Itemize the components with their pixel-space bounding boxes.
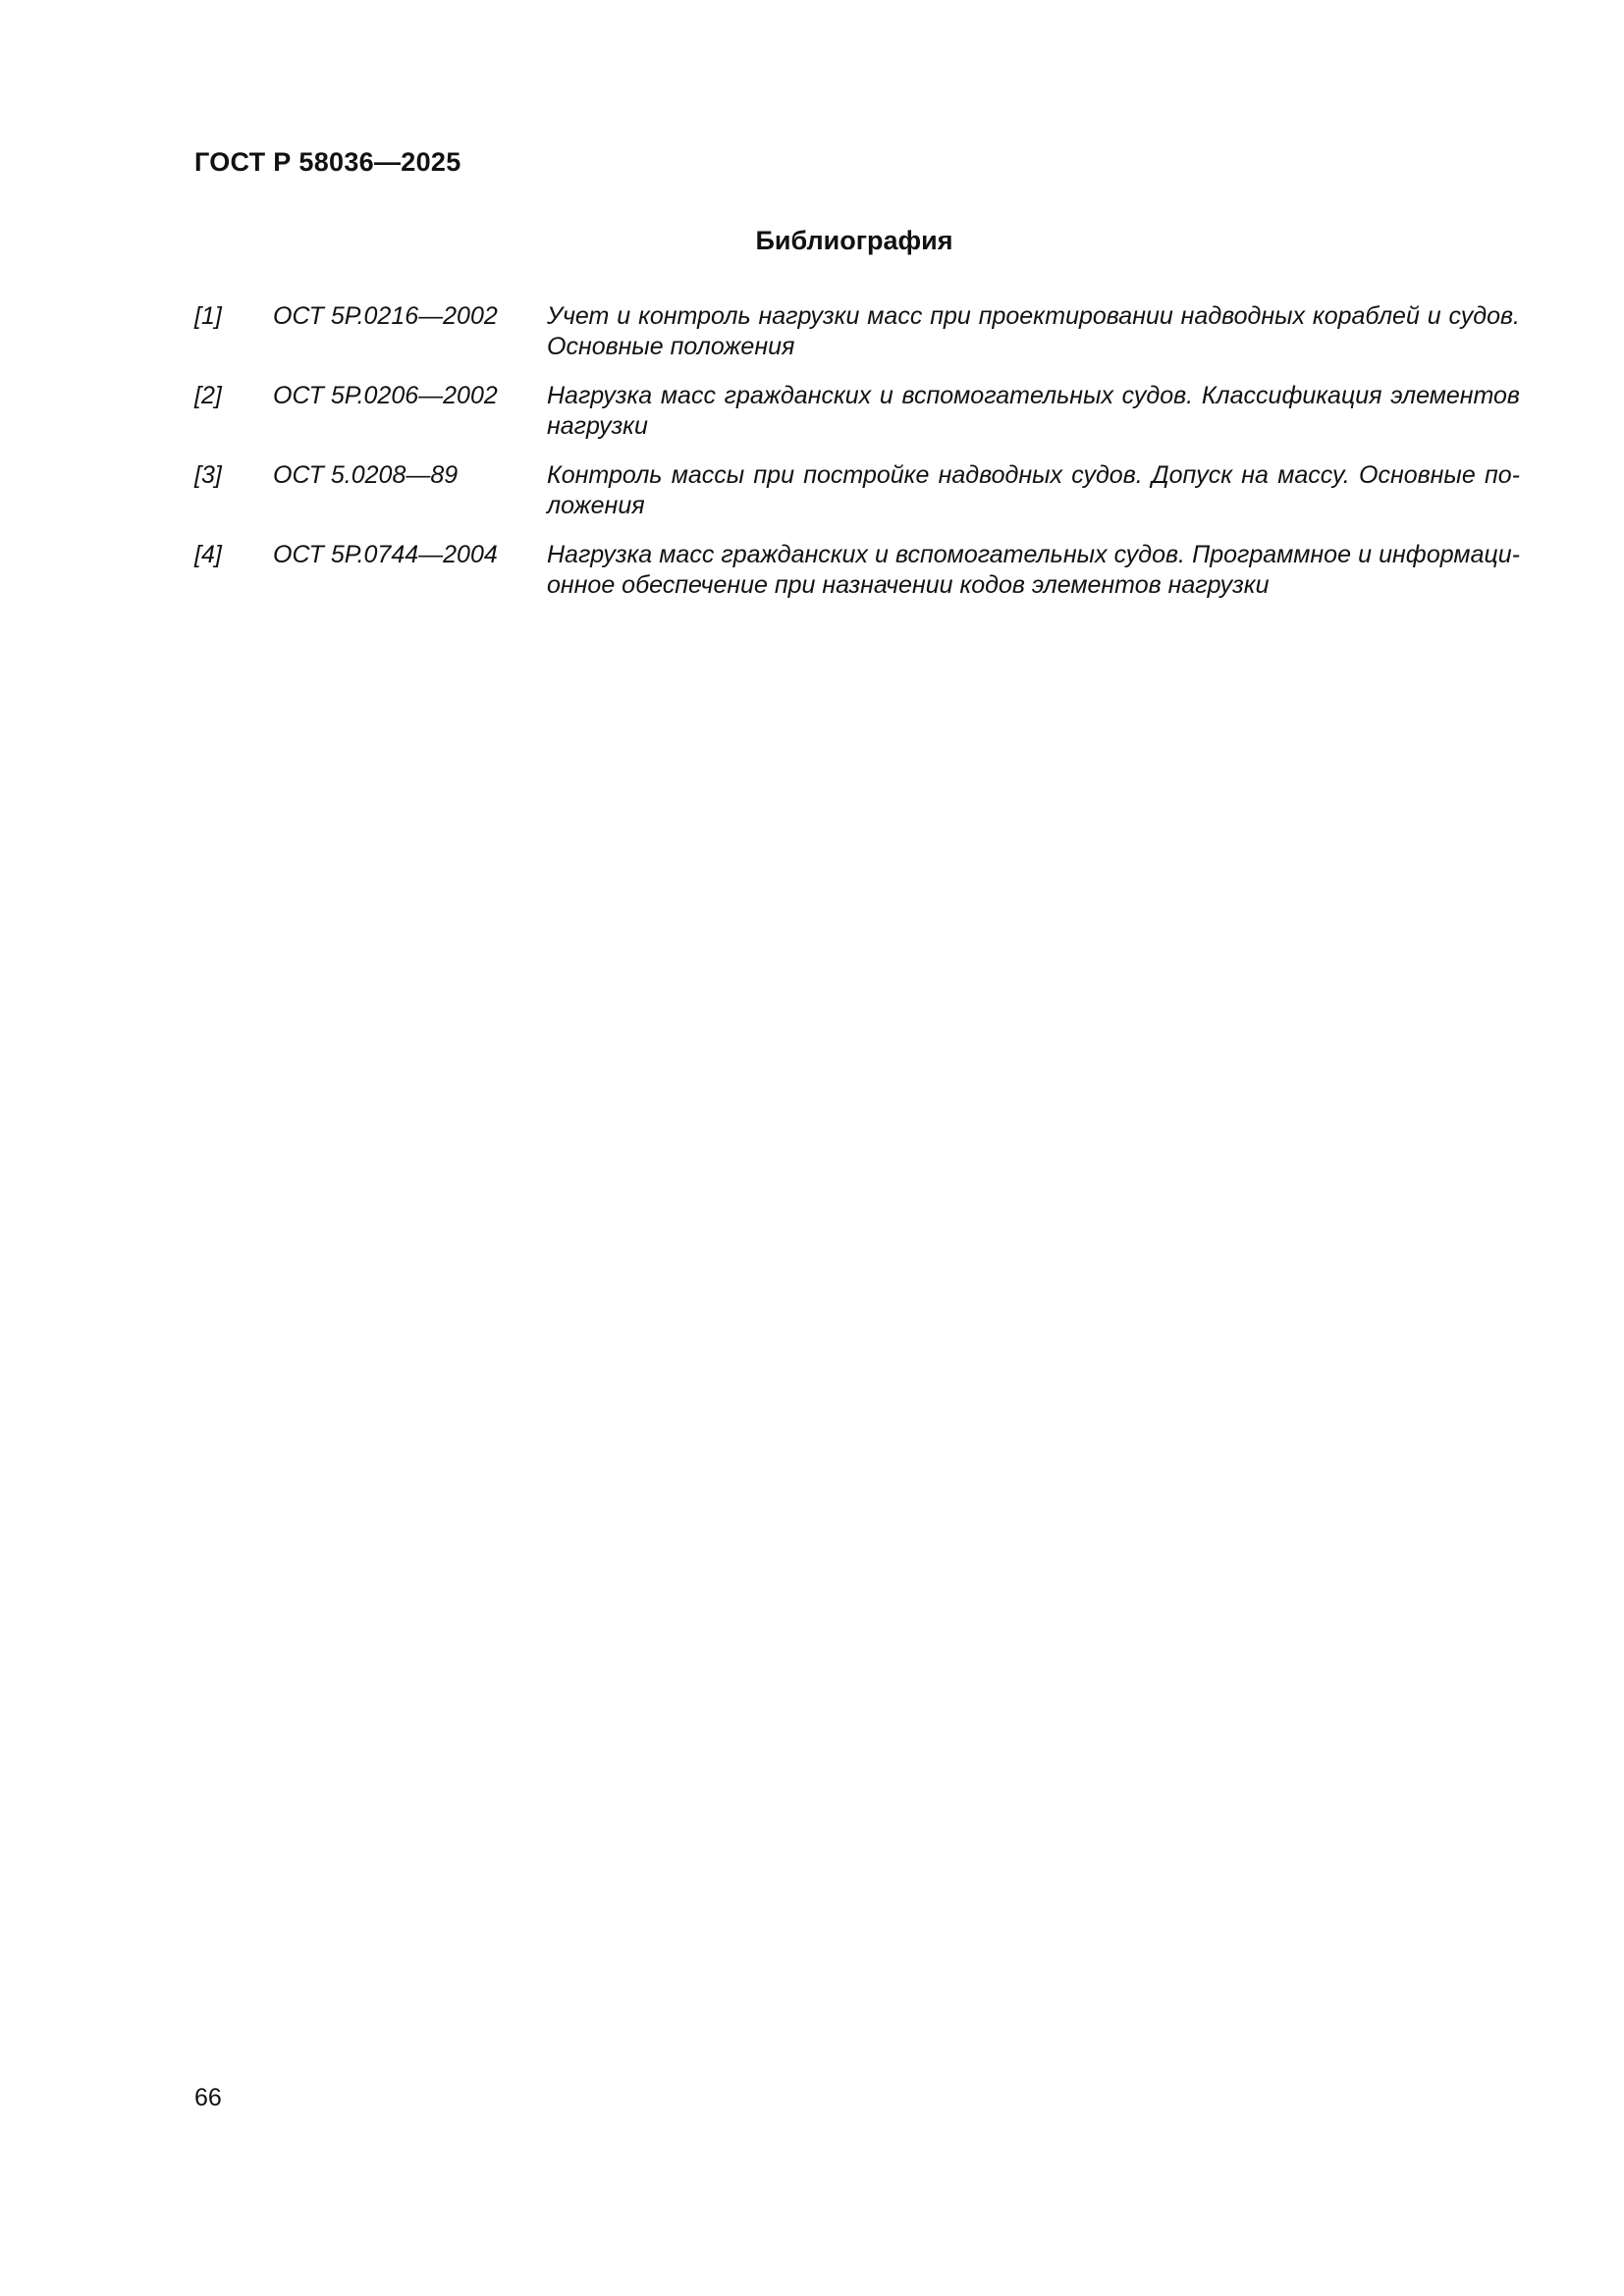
entry-title-line: Нагрузка масс гражданских и вспомогательных судов. Программное и информаци- <box>547 541 1520 568</box>
entry-standard-code: ОСТ 5Р.0216—2002 <box>273 302 498 330</box>
entry-standard-code: ОСТ 5Р.0206—2002 <box>273 382 498 409</box>
bibliography-entry-2 <box>194 381 1520 442</box>
section-title-bibliography: Библиография <box>755 226 953 255</box>
entry-title-line: Контроль массы при постройке надводных судов. Допуск на массу. Основные по- <box>547 461 1520 489</box>
entry-number: [2] <box>194 382 222 409</box>
entry-title <box>547 460 1520 521</box>
bibliography-list <box>194 301 1520 619</box>
entry-title-line: онное обеспечение при назначении кодов элементов нагрузки <box>547 571 1270 599</box>
bibliography-entry-3 <box>194 460 1520 521</box>
bibliography-entry-1 <box>194 301 1520 362</box>
entry-standard-code: ОСТ 5Р.0744—2004 <box>273 541 498 568</box>
entry-title-line: Нагрузка масс гражданских и вспомогательных судов. Классификация элементов <box>547 382 1520 409</box>
entry-title-line: Учет и контроль нагрузки масс при проектировании надводных кораблей и судов. <box>547 302 1520 330</box>
document-header-id: ГОСТ Р 58036—2025 <box>194 147 461 177</box>
entry-number: [4] <box>194 541 222 568</box>
entry-title-line: ложения <box>547 492 645 519</box>
entry-title <box>547 540 1520 601</box>
entry-title <box>547 301 1520 362</box>
entry-title-line: Основные положения <box>547 333 795 360</box>
entry-standard-code: ОСТ 5.0208—89 <box>273 461 459 489</box>
entry-title <box>547 381 1520 442</box>
page-number: 66 <box>194 2084 222 2111</box>
entry-number: [3] <box>194 461 222 489</box>
entry-number: [1] <box>194 302 222 330</box>
bibliography-entry-4 <box>194 540 1520 601</box>
entry-title-line: нагрузки <box>547 412 648 440</box>
